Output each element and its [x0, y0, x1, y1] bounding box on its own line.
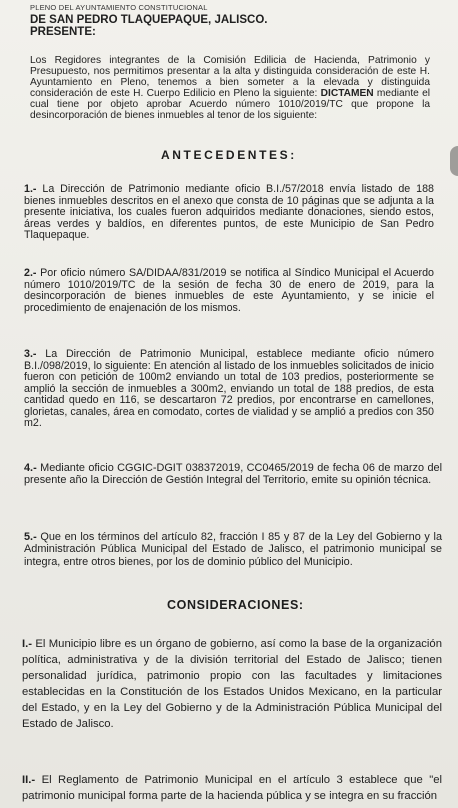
item-text: El Municipio libre es un órgano de gobierno, así como la base de la organización política, administrativa y de la división territorial del Estado de Jalisco; tienen personalidad jurídica, patrimonio propio con las facultades y limitaciones establecidas en la Constitución de los Estados Unidos Mexicano, en la particular del Estado, y en la Ley del Gobierno y de la Administración Pública Municipal del Estado de Jalisco. — [22, 638, 442, 731]
antecedente-item-4 — [24, 462, 442, 487]
item-number: II.- — [22, 774, 36, 786]
antecedente-item-1 — [24, 184, 434, 242]
antecedente-item-3 — [24, 349, 434, 430]
intro-paragraph — [30, 56, 430, 121]
page-edge-shadow — [450, 146, 458, 176]
item-number: 1.- — [24, 183, 37, 195]
header-presente-line: PRESENTE: — [30, 26, 96, 38]
item-text: El Reglamento de Patrimonio Municipal en el artículo 3 establece que "el patrimonio municipal forma parte de la hacienda pública y se integra en su fracción — [22, 774, 442, 803]
item-number: 5.- — [24, 531, 37, 543]
antecedente-item-5 — [24, 531, 442, 568]
item-text: La Dirección de Patrimonio Municipal, establece mediante oficio número B.I./098/2019, lo siguiente: En atención al listado de los inmuebles solicitados de inicio fueron con petición de 100m2 enviando un total de 103 predios, posteriormente se amplió la sección de inmuebles a 300m2, enviando un total de 188 predios, de esta cantidad quedo en 116, se descartaron 72 predios, por encontrarse en camellones, glorietas, canales, área en comodato, cortes de vialidad y se amplió a predios con 350 m2. — [24, 348, 434, 429]
dictamen-label: DICTAMEN — [320, 87, 374, 99]
item-number: 3.- — [24, 348, 37, 360]
header-council-line: PLENO DEL AYUNTAMIENTO CONSTITUCIONAL — [30, 3, 208, 12]
item-text: La Dirección de Patrimonio mediante oficio B.I./57/2018 envía listado de 188 bienes inmuebles descritos en el anexo que consta de 10 páginas que se adjunta a la presente iniciativa, los cuales fueron adquiridos mediante donaciones, siendo estos, áreas verdes y baldíos, en diferentes puntos, de este Municipio de San Pedro Tlaquepaque. — [24, 183, 434, 241]
item-number: I.- — [22, 638, 33, 650]
item-number: 2.- — [24, 267, 37, 279]
consideracion-item-1 — [22, 636, 442, 733]
consideraciones-heading: CONSIDERACIONES: — [167, 598, 304, 612]
item-text: Por oficio número SA/DIDAA/831/2019 se notifica al Síndico Municipal el Acuerdo número 1010/2019/TC de la sesión de fecha 30 de enero de 2019, para la desincorporación de bienes inmuebles de este Ayuntamiento, y se inicie el procedimiento de enajenación de los mismos. — [24, 267, 434, 314]
antecedente-item-2 — [24, 268, 434, 314]
header-municipality-line: DE SAN PEDRO TLAQUEPAQUE, JALISCO. — [30, 14, 268, 26]
item-text: Que en los términos del artículo 82, fracción I 85 y 87 de la Ley del Gobierno y la Administración Pública Municipal del Estado de Jalisco, el patrimonio municipal se integra, entre otros bienes, por los de dominio público del Municipio. — [24, 531, 443, 568]
consideracion-item-2 — [22, 772, 442, 804]
item-text: Mediante oficio CGGIC-DGIT 038372019, CC0465/2019 de fecha 06 de marzo del presente año la Dirección de Gestión Integral del Territorio, emite su opinión técnica. — [24, 462, 442, 487]
item-number: 4.- — [24, 462, 37, 474]
intro-text: Los Regidores integrantes de la Comisión Edilicia de Hacienda, Patrimonio y Presupuesto, nos permitimos presentar a la alta y distinguida consideración de este H. Ayuntamiento en Pleno, tenemos a bien someter a la elevada y distinguida consideración de este H. Cuerpo Edilicio en Pleno la siguiente: — [30, 55, 430, 99]
antecedentes-heading: ANTECEDENTES: — [161, 148, 297, 162]
intro-text-2: mediante el cual tiene por objeto aprobar Acuerdo número 1010/2019/TC que propone la desincorporación de bienes inmuebles al tenor de los siguiente: — [30, 87, 430, 121]
